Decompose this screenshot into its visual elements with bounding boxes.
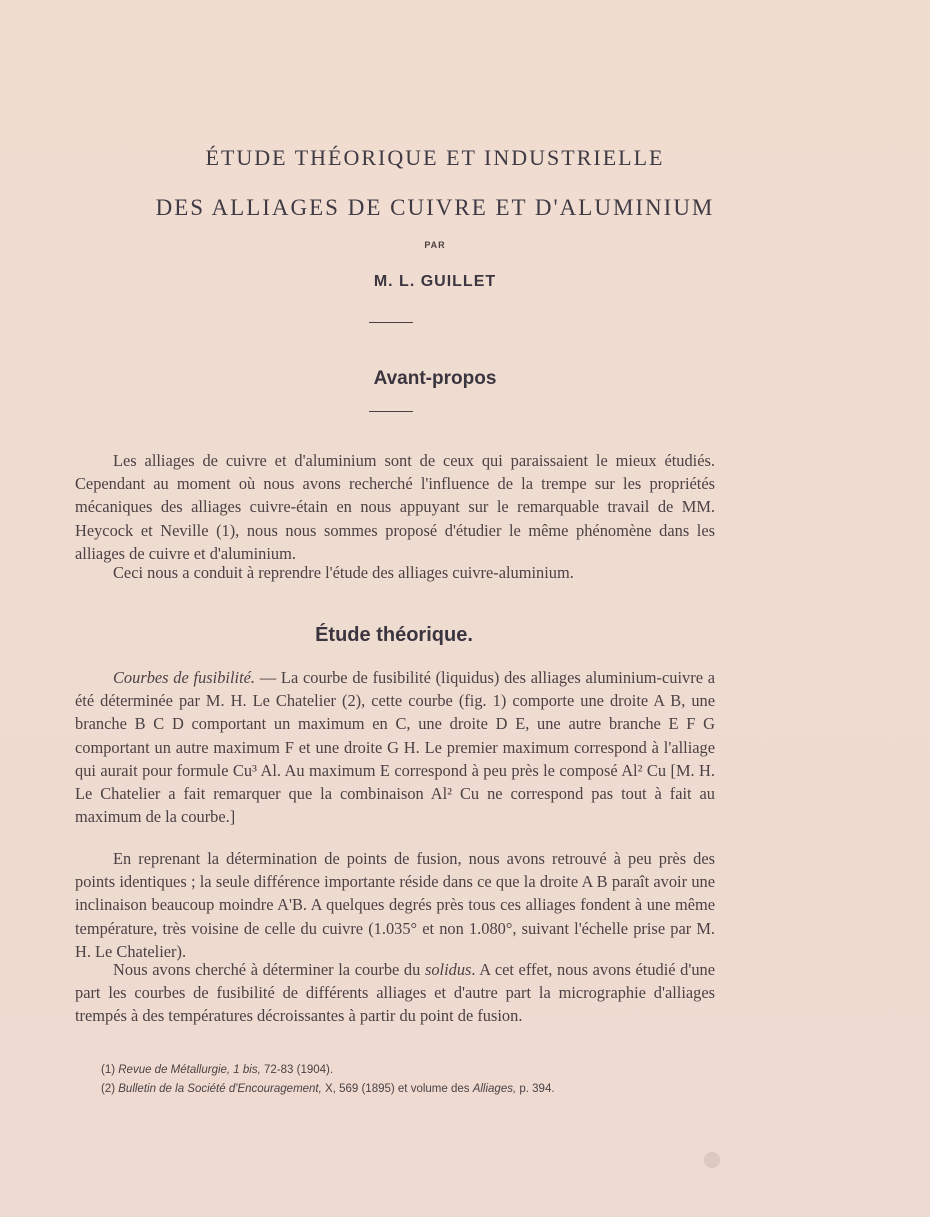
- footnote-text: 72-83 (1904).: [260, 1064, 334, 1076]
- divider-rule: [369, 322, 413, 323]
- footnote: [101, 1064, 721, 1076]
- paragraph: [75, 666, 715, 828]
- article-title-line2: DES ALLIAGES DE CUIVRE ET D'ALUMINIUM: [155, 195, 715, 220]
- byline-par: PAR: [424, 240, 446, 250]
- paragraph: Les alliages de cuivre et d'aluminium sont de ceux qui paraissaient le mieux étudiés. Cependant au moment où nous avons recherché l'influence de la trempe sur les propriétés mécaniques des alliages cuivre-étain en nous appuyant sur le remarquable travail de MM. Heycock et Neville (1), nous nous sommes proposé d'étudier le même phénomène dans les alliages de cuivre et d'aluminium.: [75, 451, 715, 563]
- footnote: [101, 1083, 721, 1095]
- footnote-number: (2): [101, 1083, 119, 1095]
- paragraph: En reprenant la détermination de points de fusion, nous avons retrouvé à peu près des points identiques ; la seule différence importante réside dans ce que la droite A B paraît avoir une inclinaison beaucoup moindre A'B. A quelques degrés près tous ces alliages fondent à une même température, très voisine de celle du cuivre (1.035° et non 1.080°, suivant l'échelle prise par M. H. Le Chatelier).: [75, 849, 715, 961]
- paragraph-text: — La courbe de fusibilité (liquidus) des alliages aluminium-cuivre a été déterminée par M. H. Le Chatelier (2), cette courbe (fig. 1) comporte une droite A B, une branche B C D comportant un maximum en C, une droite D E, une autre branche E F G comportant un autre maximum F et une droite G H. Le premier maximum correspond à l'alliage qui aurait pour formule Cu³ Al. Au maximum E correspond à peu près le composé Al² Cu [M. H. Le Chatelier a fait remarquer que la combinaison Al² Cu ne correspond pas tout à fait au maximum de la courbe.]: [75, 668, 715, 827]
- article-title-line1: ÉTUDE THÉORIQUE ET INDUSTRIELLE: [205, 145, 665, 170]
- footnote-source: Alliages,: [472, 1083, 517, 1095]
- paragraph-text: . A cet effet, nous avons étudié d'une part les courbes de fusibilité de différents alliages et d'autre part la micrographie d'alliages trempés à des températures décroissantes à partir du point de fusion.: [75, 960, 715, 1026]
- footnote-text: X, 569 (1895) et volume des: [321, 1083, 473, 1095]
- paragraph: Ceci nous a conduit à reprendre l'étude des alliages cuivre-aluminium.: [113, 563, 574, 582]
- footnote-source: Bulletin de la Société d'Encouragement,: [118, 1083, 322, 1095]
- emphasis: solidus: [424, 960, 472, 979]
- paragraph-text: Nous avons cherché à déterminer la courbe du: [113, 960, 425, 979]
- paragraph-lead: Courbes de fusibilité.: [113, 668, 256, 687]
- footnote-source: Revue de Métallurgie, 1 bis,: [118, 1064, 261, 1076]
- paper-stain: [704, 1152, 720, 1168]
- footnote-text: p. 394.: [516, 1083, 555, 1095]
- divider-rule: [369, 411, 413, 412]
- footnote-number: (1): [101, 1064, 119, 1076]
- section-heading-avant-propos: Avant-propos: [373, 368, 497, 389]
- section-heading-etude-theorique: Étude théorique.: [315, 624, 473, 646]
- author-name: M. L. GUILLET: [373, 273, 497, 290]
- paragraph: [75, 958, 715, 1028]
